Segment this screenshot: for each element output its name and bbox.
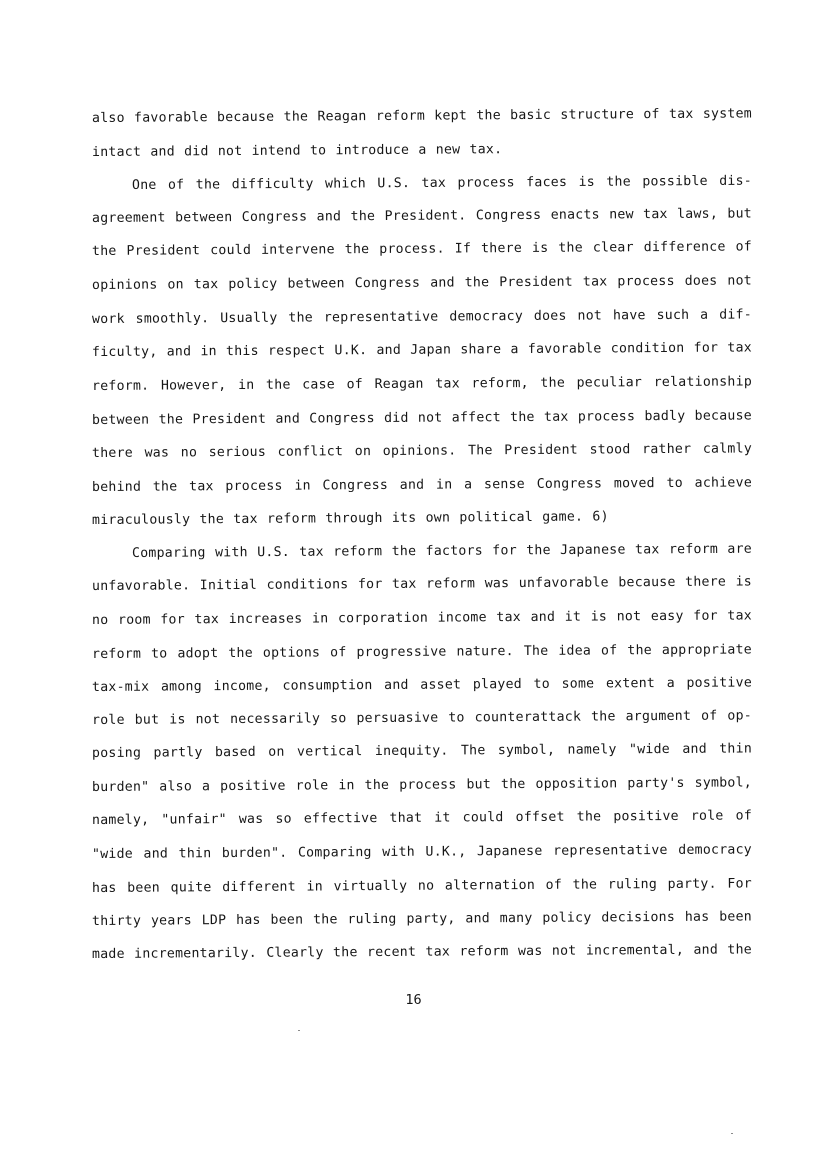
text-line-21: burden" also a positive role in the process but the opposition party's symbol, — [91, 775, 753, 795]
text-line-22: namely, "unfair" was so effective that it could offset the positive role of — [91, 808, 753, 828]
text-line-09: reform. However, in the case of Reagan tax reform, the peculiar relationship — [91, 374, 753, 394]
text-line-25: thirty years LDP has been the ruling party, and many policy decisions has been — [91, 909, 753, 929]
text-line-05: the President could intervene the process. If there is the clear difference of — [91, 239, 753, 259]
scan-speck — [731, 1133, 733, 1134]
page-number: 16 — [405, 992, 422, 1008]
text-line-16: no room for tax increases in corporation income tax and it is not easy for tax — [91, 608, 753, 628]
scan-speck — [298, 1030, 300, 1031]
text-line-18: tax-mix among income, consumption and asset played to some extent a positive — [91, 675, 753, 695]
text-line-01: also favorable because the Reagan reform kept the basic structure of tax system — [91, 106, 753, 126]
text-line-14: Comparing with U.S. tax reform the factors for the Japanese tax reform are — [131, 541, 753, 561]
text-line-02: intact and did not intend to introduce a new tax. — [91, 142, 503, 160]
text-line-07: work smoothly. Usually the representative democracy does not have such a dif- — [91, 307, 753, 327]
text-line-26: made incrementarily. Clearly the recent tax reform was not incremental, and the — [91, 942, 753, 962]
text-line-12: behind the tax process in Congress and in a sense Congress moved to achieve — [91, 475, 753, 495]
text-line-13: miraculously the tax reform through its own political game. 6) — [91, 509, 609, 528]
text-line-15: unfavorable. Initial conditions for tax reform was unfavorable because there is — [91, 574, 753, 594]
text-line-24: has been quite different in virtually no alternation of the ruling party. For — [91, 876, 753, 896]
text-line-04: agreement between Congress and the President. Congress enacts new tax laws, but — [91, 206, 753, 226]
text-line-20: posing partly based on vertical inequity. The symbol, namely "wide and thin — [91, 741, 753, 761]
text-line-11: there was no serious conflict on opinions. The President stood rather calmly — [91, 441, 753, 461]
text-line-08: ficulty, and in this respect U.K. and Japan share a favorable condition for tax — [91, 340, 753, 360]
text-line-19: role but is not necessarily so persuasive to counterattack the argument of op- — [91, 708, 753, 728]
text-line-17: reform to adopt the options of progressive nature. The idea of the appropriate — [91, 642, 753, 662]
text-line-06: opinions on tax policy between Congress and the President tax process does not — [91, 273, 753, 293]
text-line-10: between the President and Congress did not affect the tax process badly because — [91, 408, 753, 428]
text-line-03: One of the difficulty which U.S. tax process faces is the possible dis- — [131, 173, 753, 193]
text-line-23: "wide and thin burden". Comparing with U.K., Japanese representative democracy — [91, 842, 753, 862]
